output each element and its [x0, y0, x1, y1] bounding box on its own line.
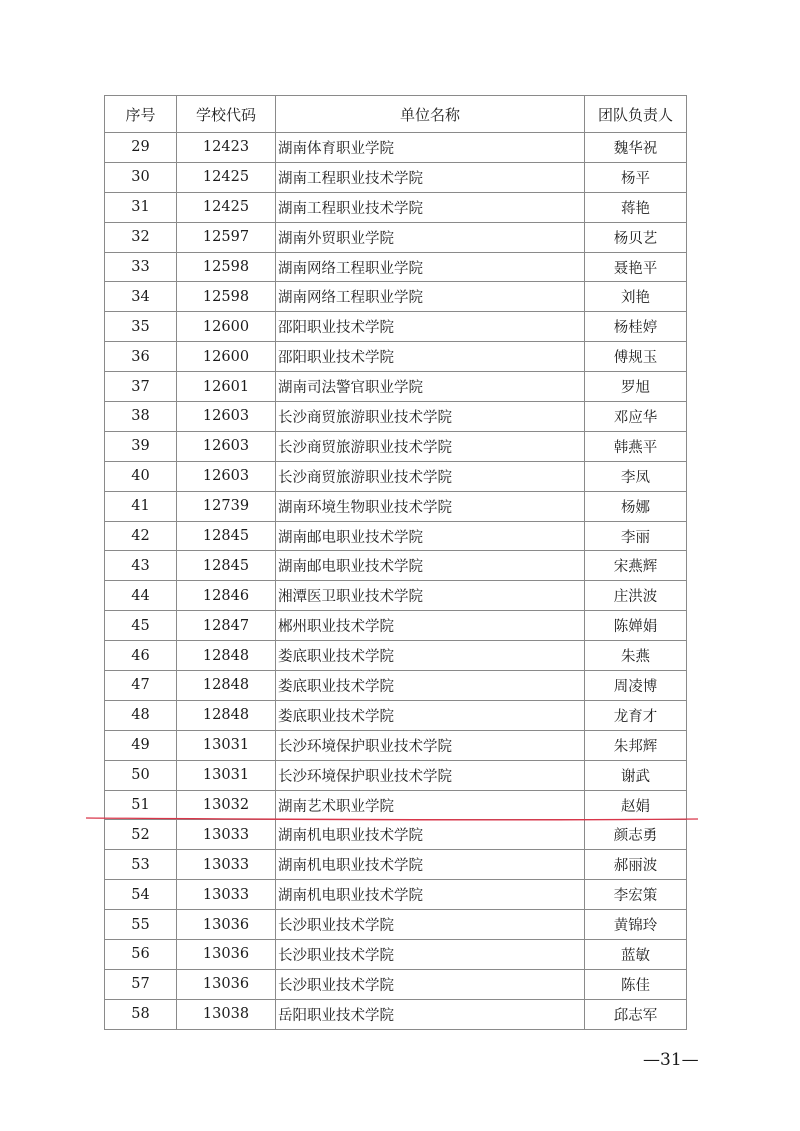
cell-unit-name: 郴州职业技术学院: [276, 611, 585, 641]
cell-seq: 56: [105, 940, 177, 970]
cell-team-leader: 聂艳平: [585, 252, 687, 282]
page-number: —31—: [643, 1050, 699, 1070]
table-row: [105, 760, 687, 790]
cell-school-code: 12848: [177, 641, 276, 671]
cell-unit-name: 湖南艺术职业学院: [276, 790, 585, 820]
cell-school-code: 13033: [177, 850, 276, 880]
cell-school-code: 13036: [177, 969, 276, 999]
table-row: [105, 491, 687, 521]
cell-team-leader: 杨贝艺: [585, 222, 687, 252]
table-row: [105, 611, 687, 641]
cell-team-leader: 李宏策: [585, 880, 687, 910]
cell-team-leader: 赵娟: [585, 790, 687, 820]
table-row: [105, 940, 687, 970]
cell-school-code: 12848: [177, 700, 276, 730]
header-unit-name: 单位名称: [276, 96, 585, 133]
cell-seq: 53: [105, 850, 177, 880]
cell-team-leader: 罗旭: [585, 372, 687, 402]
cell-unit-name: 邵阳职业技术学院: [276, 342, 585, 372]
cell-seq: 34: [105, 282, 177, 312]
cell-school-code: 12847: [177, 611, 276, 641]
table-row: [105, 850, 687, 880]
cell-seq: 49: [105, 730, 177, 760]
cell-seq: 47: [105, 671, 177, 701]
cell-team-leader: 李丽: [585, 521, 687, 551]
cell-team-leader: 朱燕: [585, 641, 687, 671]
cell-school-code: 12597: [177, 222, 276, 252]
cell-seq: 50: [105, 760, 177, 790]
table-row: [105, 222, 687, 252]
table-row: [105, 162, 687, 192]
cell-unit-name: 湖南体育职业学院: [276, 133, 585, 163]
cell-unit-name: 湖南外贸职业学院: [276, 222, 585, 252]
cell-team-leader: 杨桂婷: [585, 312, 687, 342]
school-team-table: [104, 95, 687, 1030]
table-header: [105, 96, 687, 133]
cell-team-leader: 魏华祝: [585, 133, 687, 163]
cell-team-leader: 龙育才: [585, 700, 687, 730]
cell-seq: 41: [105, 491, 177, 521]
table-row: [105, 461, 687, 491]
cell-unit-name: 湖南机电职业技术学院: [276, 820, 585, 850]
table-row: [105, 999, 687, 1029]
cell-school-code: 12600: [177, 312, 276, 342]
cell-seq: 55: [105, 910, 177, 940]
cell-unit-name: 长沙商贸旅游职业技术学院: [276, 431, 585, 461]
cell-unit-name: 湖南网络工程职业学院: [276, 282, 585, 312]
cell-seq: 51: [105, 790, 177, 820]
cell-school-code: 13031: [177, 730, 276, 760]
cell-team-leader: 郝丽波: [585, 850, 687, 880]
table-row: [105, 880, 687, 910]
cell-school-code: 12845: [177, 521, 276, 551]
cell-unit-name: 长沙商贸旅游职业技术学院: [276, 402, 585, 432]
table-row: [105, 521, 687, 551]
table-row: [105, 192, 687, 222]
cell-school-code: 12848: [177, 671, 276, 701]
cell-school-code: 12601: [177, 372, 276, 402]
cell-seq: 42: [105, 521, 177, 551]
cell-team-leader: 邓应华: [585, 402, 687, 432]
header-school-code: 学校代码: [177, 96, 276, 133]
cell-seq: 29: [105, 133, 177, 163]
cell-team-leader: 杨平: [585, 162, 687, 192]
cell-seq: 58: [105, 999, 177, 1029]
header-team-leader: 团队负责人: [585, 96, 687, 133]
table-row: [105, 581, 687, 611]
cell-seq: 46: [105, 641, 177, 671]
table-row: [105, 969, 687, 999]
cell-seq: 44: [105, 581, 177, 611]
cell-team-leader: 宋燕辉: [585, 551, 687, 581]
cell-team-leader: 韩燕平: [585, 431, 687, 461]
cell-team-leader: 蓝敏: [585, 940, 687, 970]
cell-seq: 43: [105, 551, 177, 581]
cell-unit-name: 邵阳职业技术学院: [276, 312, 585, 342]
cell-school-code: 12423: [177, 133, 276, 163]
cell-team-leader: 陈婵娟: [585, 611, 687, 641]
cell-seq: 38: [105, 402, 177, 432]
cell-school-code: 12598: [177, 282, 276, 312]
cell-unit-name: 长沙职业技术学院: [276, 940, 585, 970]
cell-team-leader: 黄锦玲: [585, 910, 687, 940]
cell-school-code: 13036: [177, 910, 276, 940]
cell-school-code: 12603: [177, 431, 276, 461]
cell-unit-name: 湖南邮电职业技术学院: [276, 551, 585, 581]
cell-unit-name: 湖南机电职业技术学院: [276, 880, 585, 910]
cell-seq: 33: [105, 252, 177, 282]
table-row: [105, 431, 687, 461]
cell-team-leader: 邱志军: [585, 999, 687, 1029]
cell-seq: 40: [105, 461, 177, 491]
cell-team-leader: 刘艳: [585, 282, 687, 312]
cell-team-leader: 蒋艳: [585, 192, 687, 222]
cell-school-code: 13038: [177, 999, 276, 1029]
cell-seq: 37: [105, 372, 177, 402]
cell-seq: 57: [105, 969, 177, 999]
cell-team-leader: 杨娜: [585, 491, 687, 521]
table-body: [105, 133, 687, 1030]
cell-seq: 30: [105, 162, 177, 192]
table-row: [105, 252, 687, 282]
header-seq: 序号: [105, 96, 177, 133]
cell-unit-name: 湖南环境生物职业技术学院: [276, 491, 585, 521]
cell-unit-name: 湖南司法警官职业学院: [276, 372, 585, 402]
cell-unit-name: 湘潭医卫职业技术学院: [276, 581, 585, 611]
header-row: [105, 96, 687, 133]
cell-school-code: 13033: [177, 820, 276, 850]
cell-unit-name: 长沙环境保护职业技术学院: [276, 730, 585, 760]
table-row: [105, 730, 687, 760]
table-row: [105, 551, 687, 581]
cell-team-leader: 朱邦辉: [585, 730, 687, 760]
cell-school-code: 12603: [177, 402, 276, 432]
cell-seq: 52: [105, 820, 177, 850]
cell-unit-name: 湖南邮电职业技术学院: [276, 521, 585, 551]
cell-unit-name: 长沙职业技术学院: [276, 969, 585, 999]
table-row: [105, 372, 687, 402]
cell-seq: 36: [105, 342, 177, 372]
table-row: [105, 820, 687, 850]
cell-school-code: 13033: [177, 880, 276, 910]
cell-team-leader: 庄洪波: [585, 581, 687, 611]
cell-school-code: 12425: [177, 162, 276, 192]
cell-seq: 32: [105, 222, 177, 252]
cell-team-leader: 周凌博: [585, 671, 687, 701]
cell-school-code: 12600: [177, 342, 276, 372]
cell-school-code: 13031: [177, 760, 276, 790]
cell-unit-name: 岳阳职业技术学院: [276, 999, 585, 1029]
table-row: [105, 641, 687, 671]
cell-unit-name: 长沙职业技术学院: [276, 910, 585, 940]
cell-seq: 45: [105, 611, 177, 641]
cell-seq: 31: [105, 192, 177, 222]
table-row: [105, 671, 687, 701]
cell-seq: 54: [105, 880, 177, 910]
table-row: [105, 402, 687, 432]
cell-school-code: 12845: [177, 551, 276, 581]
cell-seq: 35: [105, 312, 177, 342]
table-row: [105, 910, 687, 940]
cell-school-code: 12598: [177, 252, 276, 282]
cell-unit-name: 湖南工程职业技术学院: [276, 192, 585, 222]
cell-school-code: 13036: [177, 940, 276, 970]
cell-unit-name: 娄底职业技术学院: [276, 641, 585, 671]
cell-unit-name: 湖南机电职业技术学院: [276, 850, 585, 880]
cell-team-leader: 傅规玉: [585, 342, 687, 372]
cell-unit-name: 长沙商贸旅游职业技术学院: [276, 461, 585, 491]
cell-unit-name: 湖南网络工程职业学院: [276, 252, 585, 282]
cell-team-leader: 颜志勇: [585, 820, 687, 850]
cell-unit-name: 湖南工程职业技术学院: [276, 162, 585, 192]
table-row: [105, 342, 687, 372]
table-row: [105, 312, 687, 342]
cell-school-code: 12425: [177, 192, 276, 222]
cell-unit-name: 娄底职业技术学院: [276, 700, 585, 730]
cell-school-code: 12739: [177, 491, 276, 521]
cell-unit-name: 长沙环境保护职业技术学院: [276, 760, 585, 790]
table-row: [105, 282, 687, 312]
cell-school-code: 13032: [177, 790, 276, 820]
table-row: [105, 700, 687, 730]
table-row: [105, 133, 687, 163]
cell-school-code: 12846: [177, 581, 276, 611]
cell-team-leader: 谢武: [585, 760, 687, 790]
cell-seq: 48: [105, 700, 177, 730]
cell-seq: 39: [105, 431, 177, 461]
cell-team-leader: 陈佳: [585, 969, 687, 999]
cell-team-leader: 李凤: [585, 461, 687, 491]
table-row: [105, 790, 687, 820]
cell-school-code: 12603: [177, 461, 276, 491]
cell-unit-name: 娄底职业技术学院: [276, 671, 585, 701]
